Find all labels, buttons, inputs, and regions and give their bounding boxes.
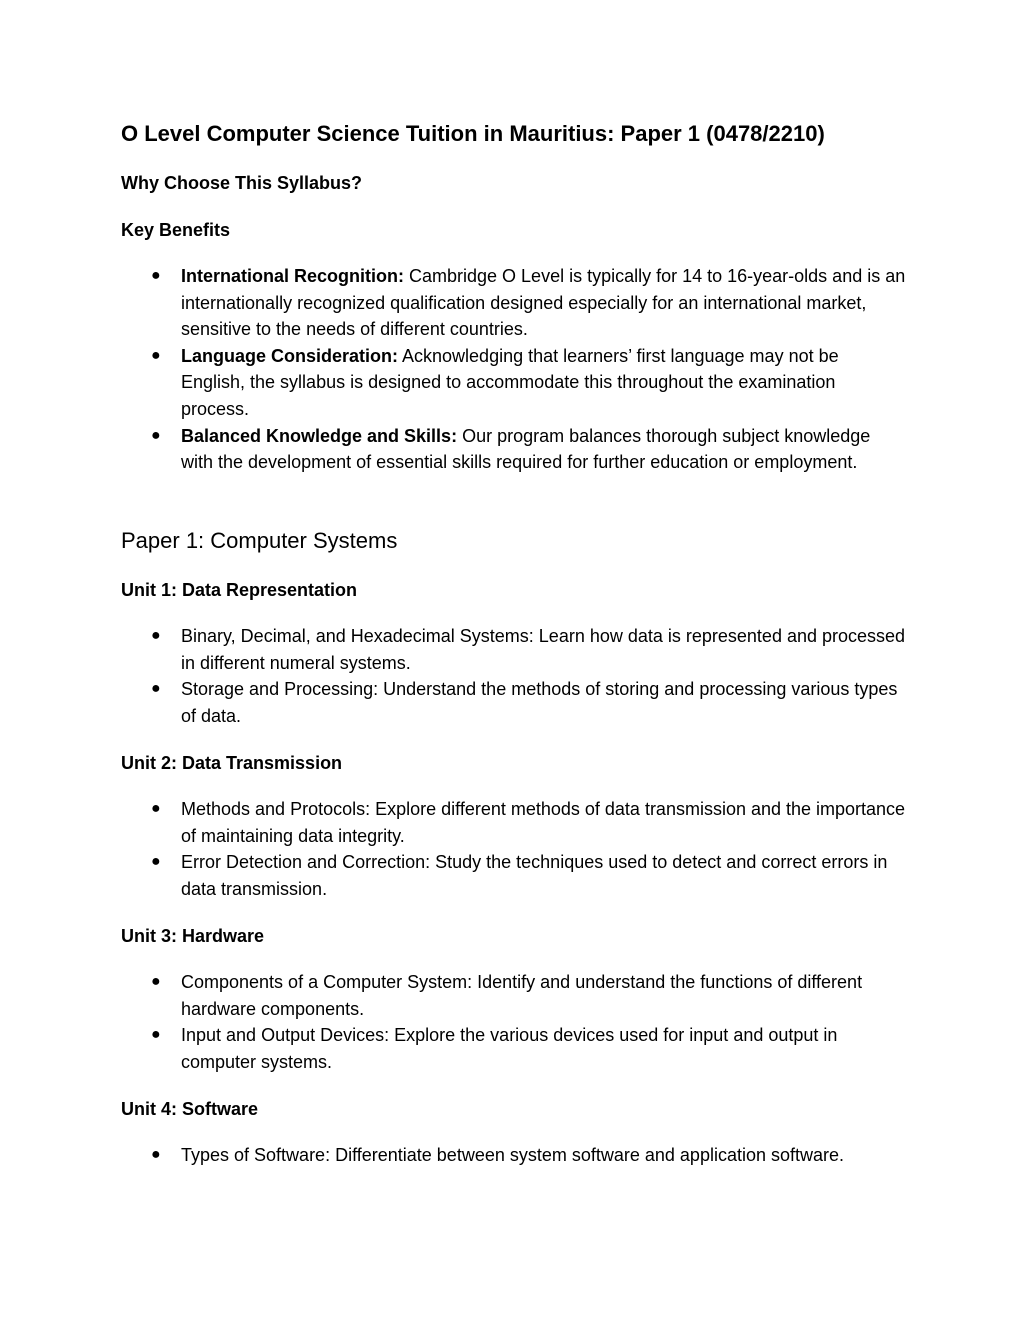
list-item: [121, 623, 906, 676]
unit-heading: Unit 2: Data Transmission: [121, 753, 343, 773]
list-item-text: Binary, Decimal, and Hexadecimal Systems: Learn how data is represented and processed in different numeral systems.: [181, 626, 906, 673]
page-title: O Level Computer Science Tuition in Mauritius: Paper 1 (0478/2210): [121, 121, 825, 146]
benefit-text: Acknowledging that learners’ first language may not be English, the syllabus is designed to accommodate this throughout the examination process.: [181, 345, 839, 419]
unit-list: [121, 1142, 906, 1169]
list-item: [121, 676, 906, 729]
list-item: [121, 423, 906, 476]
benefit-text: Our program balances thorough subject knowledge with the development of essential skills required for further education or employment.: [181, 425, 871, 473]
benefit-label: Language Consideration:: [181, 345, 399, 366]
list-item: [121, 343, 906, 423]
paper-heading: Paper 1: Computer Systems: [121, 528, 398, 553]
list-item: [121, 849, 906, 902]
why-heading: Why Choose This Syllabus?: [121, 173, 363, 193]
unit-list: [121, 623, 906, 729]
unit-list: [121, 796, 906, 902]
list-item-text: Methods and Protocols: Explore different methods of data transmission and the importance of maintaining data integrity.: [181, 799, 906, 846]
bullet-icon: ●: [151, 1026, 161, 1044]
bullet-icon: ●: [151, 680, 161, 698]
list-item: [121, 969, 906, 1022]
list-item: [121, 1142, 906, 1169]
bullet-icon: ●: [151, 973, 161, 990]
bullet-icon: ●: [151, 346, 161, 364]
list-item-text: Error Detection and Correction: Study the techniques used to detect and correct errors in data transmission.: [181, 852, 888, 899]
list-item-text: Types of Software: Differentiate between system software and application software.: [181, 1145, 845, 1165]
bullet-icon: ●: [151, 1146, 161, 1163]
list-item-text: Input and Output Devices: Explore the various devices used for input and output in computer systems.: [181, 1025, 838, 1072]
list-item: [121, 796, 906, 849]
list-item: [121, 263, 906, 343]
benefits-heading: Key Benefits: [121, 220, 231, 240]
unit-heading: Unit 3: Hardware: [121, 926, 265, 946]
bullet-icon: ●: [151, 426, 161, 444]
unit-list: [121, 969, 906, 1075]
benefits-list: [121, 263, 906, 476]
unit-heading: Unit 4: Software: [121, 1099, 259, 1119]
list-item: [121, 1022, 906, 1075]
benefit-label: International Recognition:: [181, 266, 404, 286]
bullet-icon: ●: [151, 800, 161, 817]
list-item-text: Storage and Processing: Understand the methods of storing and processing various types of data.: [181, 679, 898, 726]
unit-heading: Unit 1: Data Representation: [121, 580, 358, 600]
bullet-icon: ●: [151, 627, 161, 644]
benefit-text: Cambridge O Level is typically for 14 to 16-year-olds and is an internationally recognized qualification designed especially for an international market, sensitive to the needs of different countries.: [181, 266, 906, 340]
benefit-label: Balanced Knowledge and Skills:: [181, 425, 458, 446]
list-item-text: Components of a Computer System: Identify and understand the functions of different hardware components.: [181, 972, 863, 1019]
bullet-icon: ●: [151, 267, 161, 284]
bullet-icon: ●: [151, 853, 161, 871]
